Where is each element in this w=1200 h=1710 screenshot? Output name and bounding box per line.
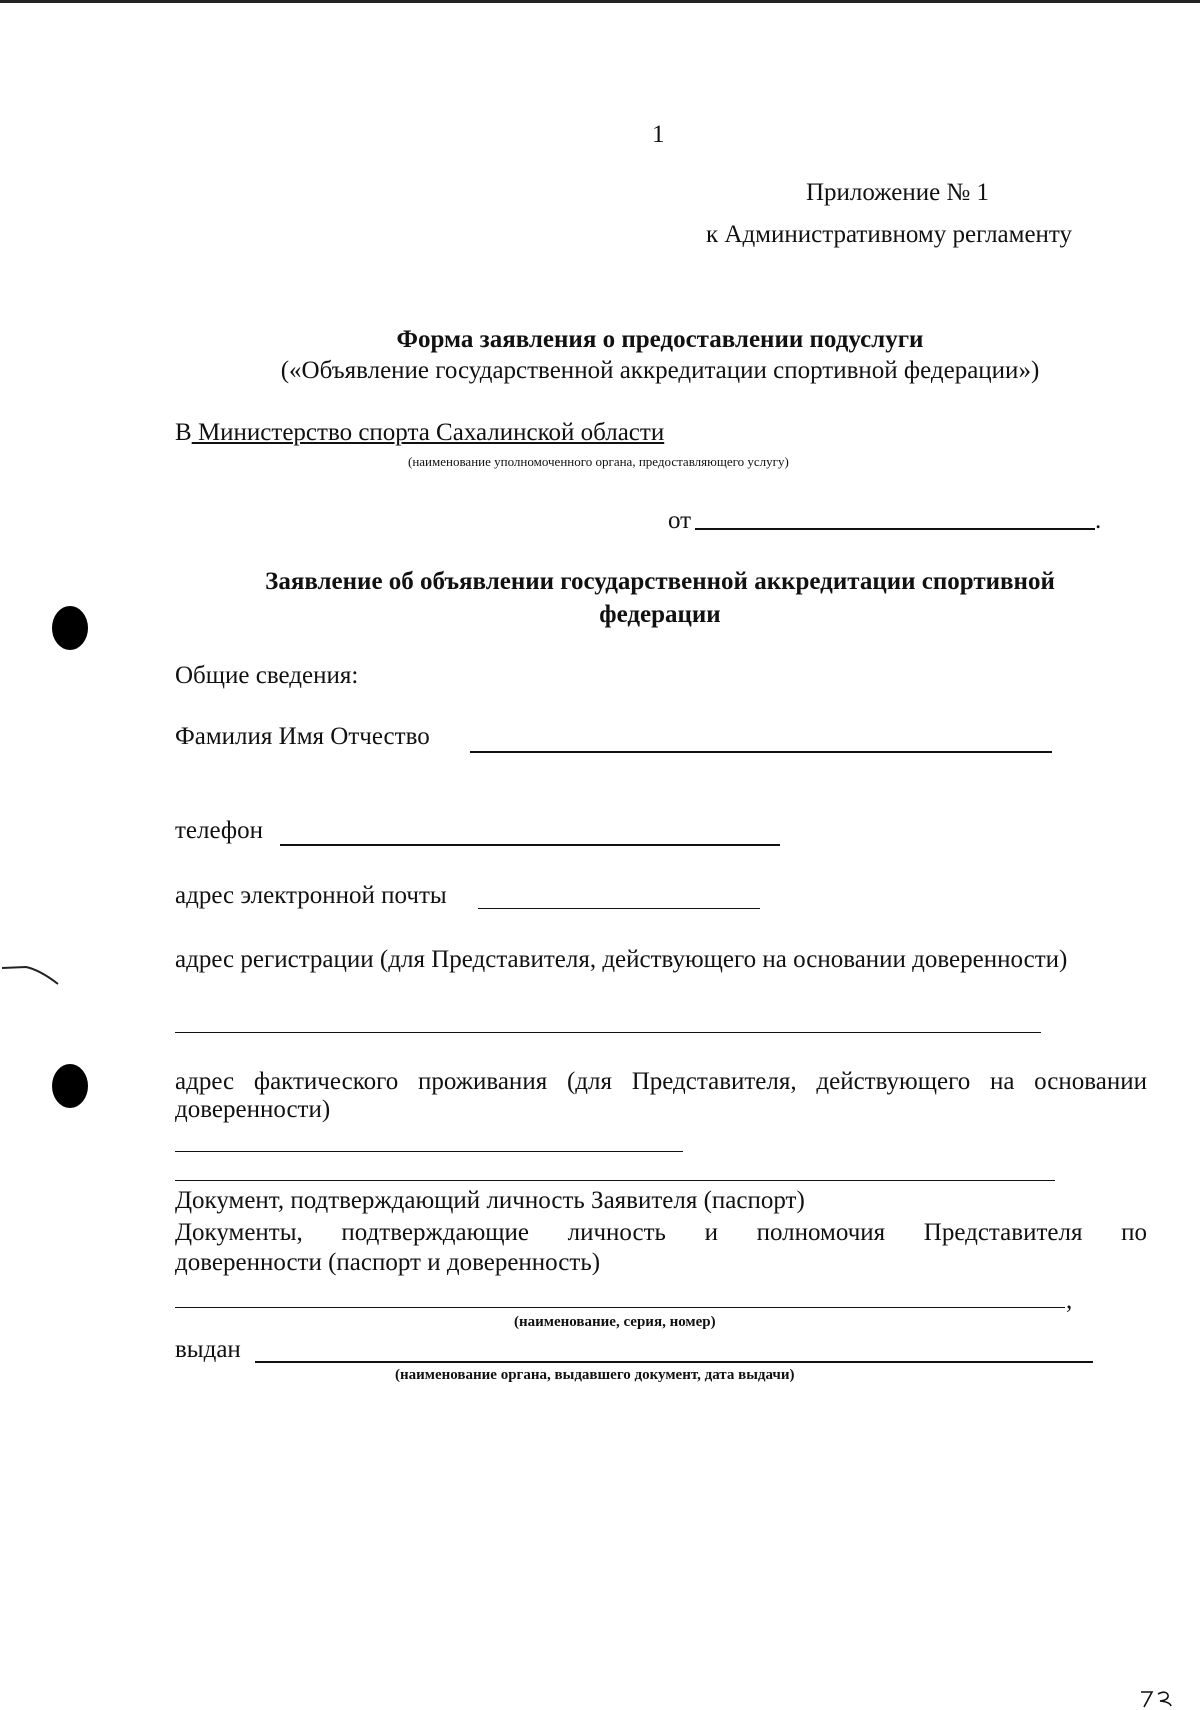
- email-field[interactable]: [478, 908, 760, 909]
- handwritten-page-number: [1138, 1690, 1178, 1710]
- form-title: Форма заявления о предоставлении подуслуги: [396, 326, 924, 353]
- punch-hole-lower: [52, 1064, 88, 1108]
- issued-label: выдан: [175, 1336, 241, 1363]
- phone-label: телефон: [175, 817, 263, 844]
- from-label: от: [668, 507, 692, 534]
- issued-caption: (наименование органа, выдавшего документ, дата выдачи): [395, 1367, 795, 1383]
- appendix-label: Приложение № 1: [806, 179, 990, 206]
- scan-edge: [0, 0, 1200, 3]
- page-number: 1: [652, 121, 665, 148]
- addressee-name: Министерство спорта Сахалинской области: [191, 419, 665, 446]
- doc-field-comma: ,: [1066, 1287, 1073, 1314]
- actual-address-field-1[interactable]: [175, 1151, 683, 1152]
- general-info-label: Общие сведения:: [175, 662, 359, 689]
- issued-field[interactable]: [255, 1361, 1093, 1363]
- doc-field[interactable]: [175, 1307, 1065, 1308]
- appendix-to-label: к Административному регламенту: [706, 221, 1073, 248]
- reg-address-label: адрес регистрации (для Представителя, действующего на основании доверенности): [175, 946, 1068, 973]
- application-title: Заявление об объявлении государственной аккредитации спортивной: [265, 568, 1055, 595]
- doc-caption: (наименование, серия, номер): [514, 1314, 716, 1330]
- rep-docs-label-line2: доверенности (паспорт и доверенность): [175, 1249, 601, 1276]
- addressee-caption: (наименование уполномоченного органа, предоставляющего услугу): [408, 454, 789, 469]
- actual-address-field-2[interactable]: [175, 1180, 1055, 1181]
- phone-field[interactable]: [280, 844, 780, 846]
- full-name-label: Фамилия Имя Отчество: [175, 723, 430, 750]
- reg-address-field[interactable]: [175, 1032, 1041, 1033]
- applicant-doc-label: Документ, подтверждающий личность Заявителя (паспорт): [175, 1187, 805, 1214]
- rep-docs-label: Документы, подтверждающие личность и полномочия Представителя по: [175, 1219, 1147, 1246]
- addressee-line: [175, 418, 664, 448]
- form-subtitle: («Объявление государственной аккредитации спортивной федерации»): [280, 357, 1040, 384]
- actual-address-label: адрес фактического проживания (для Представителя, действующего на основании: [175, 1068, 1147, 1095]
- from-field-line[interactable]: [695, 528, 1095, 530]
- application-title-line2: федерации: [599, 601, 721, 628]
- scan-mark: [0, 960, 70, 990]
- from-end: .: [1095, 507, 1102, 534]
- actual-address-label-line2: доверенности): [175, 1096, 331, 1123]
- full-name-field[interactable]: [470, 751, 1052, 753]
- addressee-prefix: В: [175, 419, 192, 446]
- email-label: адрес электронной почты: [175, 882, 447, 909]
